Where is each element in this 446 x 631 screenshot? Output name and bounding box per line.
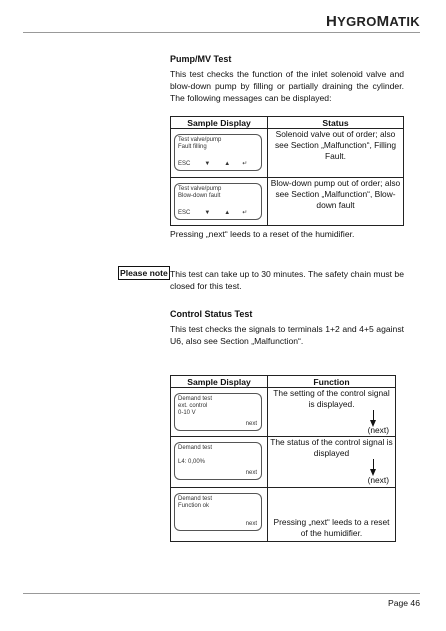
down-arrow-icon: ▼ [204,210,211,216]
footer-rule [23,593,420,594]
col-status: Status [268,117,404,129]
pump-test-text: This test checks the function of the inlet solenoid valve and blow-down pump by filling or partially draining the cylinder. The following messages can be displayed: [170,69,404,103]
lcd-display: Test valve/pump Fault filling ESC ▼ ▲ ↵ [174,134,262,171]
status-text: Solenoid valve out of order; also see Section „Malfunction“, Filling Fault. [274,129,397,161]
col-sample-display: Sample Display [171,376,268,388]
up-arrow-icon: ▲ [224,161,231,167]
table-row [171,388,396,437]
function-text: Pressing „next“ leeds to a reset of the humidifier. [273,517,390,538]
hygromatik-logo: HYGROMATIK [326,13,420,30]
table-row [171,178,404,226]
pump-test-heading: Pump/MV Test [170,54,232,64]
next-label: (next) [367,475,389,485]
page-number: Page 46 [387,598,420,608]
pump-test-table [170,116,404,226]
up-arrow-icon: ▲ [224,210,231,216]
header-rule [23,32,420,33]
table-row [171,129,404,178]
enter-icon: ↵ [242,161,248,167]
table-row [171,437,396,488]
col-function: Function [268,376,396,388]
lcd-display: Demand test L4: 0,00% next [174,442,262,480]
status-text: Blow-down pump out of order; also see Section „Malfunction“, Blow-down fault [270,178,401,210]
enter-icon: ↵ [242,210,248,216]
function-text: The setting of the control signal is displayed. [273,388,390,409]
please-note-label: Please note [120,268,168,278]
lcd-display: Demand test Function ok next [174,493,262,531]
function-text: The status of the control signal is displayed [270,437,393,458]
next-label: (next) [367,425,389,435]
control-test-table [170,375,396,542]
table-row [171,488,396,542]
pump-test-after: Pressing „next“ leeds to a reset of the humidifier. [170,229,355,239]
control-test-text: This test checks the signals to terminals 1+2 and 4+5 against U6, also see Section „Malfunction“. [170,324,404,346]
note-text: This test can take up to 30 minutes. The safety chain must be closed for this test. [170,269,404,291]
control-test-heading: Control Status Test [170,309,253,319]
lcd-display: Demand test ext. control 0-10 V next [174,393,262,431]
lcd-display: Test valve/pump Blow-down fault ESC ▼ ▲ ↵ [174,183,262,220]
down-arrow-icon: ▼ [204,161,211,167]
col-sample-display: Sample Display [171,117,268,129]
